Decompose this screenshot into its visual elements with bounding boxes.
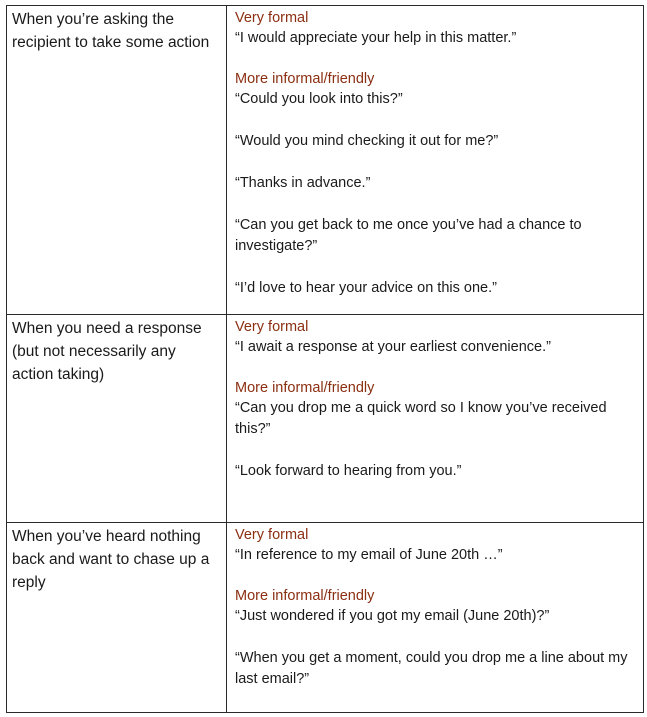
informal-phrase: “Just wondered if you got my email (June 20th)?” xyxy=(235,608,550,624)
table-row xyxy=(7,523,644,713)
informal-phrase: “Can you get back to me once you’ve had a chance to investigate?” xyxy=(235,217,582,254)
informal-phrase: “Would you mind checking it out for me?” xyxy=(235,133,499,149)
formal-heading: Very formal xyxy=(235,319,309,335)
informal-heading: More informal/friendly xyxy=(235,588,375,604)
informal-phrase: “Could you look into this?” xyxy=(235,91,403,107)
informal-heading: More informal/friendly xyxy=(235,71,375,87)
situation-cell xyxy=(7,523,227,713)
situation-label: When you’ve heard nothing back and want to chase up a reply xyxy=(12,528,210,591)
email-phrases-table xyxy=(6,5,644,713)
phrases-cell xyxy=(227,523,644,713)
formal-phrase: “In reference to my email of June 20th …” xyxy=(235,547,503,563)
informal-phrase: “Thanks in advance.” xyxy=(235,175,371,191)
situation-cell xyxy=(7,6,227,315)
informal-phrase: “When you get a moment, could you drop me a line about my last email?” xyxy=(235,650,628,687)
informal-phrase: “Look forward to hearing from you.” xyxy=(235,463,462,479)
formal-phrase: “I await a response at your earliest convenience.” xyxy=(235,339,551,355)
informal-phrase: “I’d love to hear your advice on this one.” xyxy=(235,280,497,296)
phrases-cell xyxy=(227,6,644,315)
table-row xyxy=(7,6,644,315)
informal-phrase: “Can you drop me a quick word so I know you’ve received this?” xyxy=(235,400,607,437)
situation-label: When you need a response (but not necessarily any action taking) xyxy=(12,320,202,383)
formal-heading: Very formal xyxy=(235,527,309,543)
situation-label: When you’re asking the recipient to take some action xyxy=(12,11,210,51)
phrases-cell xyxy=(227,315,644,523)
situation-cell xyxy=(7,315,227,523)
formal-heading: Very formal xyxy=(235,10,309,26)
table-row xyxy=(7,315,644,523)
informal-heading: More informal/friendly xyxy=(235,380,375,396)
formal-phrase: “I would appreciate your help in this matter.” xyxy=(235,30,517,46)
